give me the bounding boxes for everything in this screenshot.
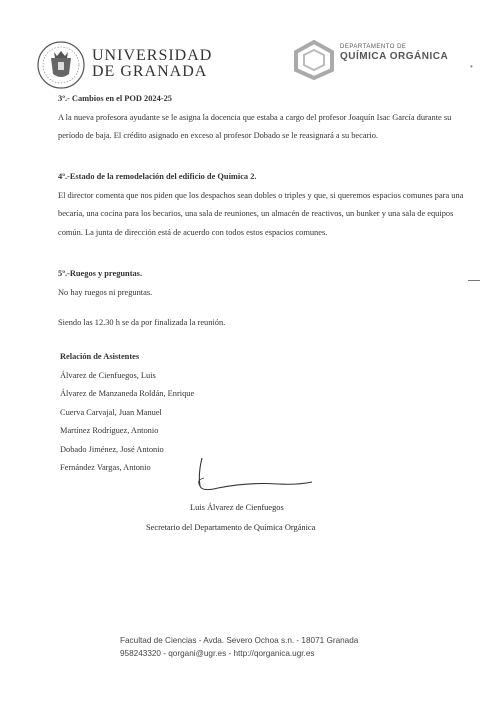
university-seal-icon [36, 40, 86, 90]
attendee-name: Dobado Jiménez, José Antonio [60, 444, 164, 454]
department-name [340, 43, 448, 63]
department-name-line2: QUÍMICA ORGÁNICA [340, 51, 449, 62]
corner-mark: • [470, 62, 473, 71]
section-text: El director comenta que nos piden que los despachos sean dobles o triples y que, si queremos espacios comunes para una becaría, una cocina para los becarios, una sala de reuniones, un almacén de reactivos, un bunker y una sala de equipos común. La junta de dirección está de acuerdo con todos estos espacios comunes. [58, 190, 464, 237]
department-logo-icon [292, 40, 336, 80]
footer-contact: 958243320 - qorgani@ugr.es - http://qorganica.ugr.es [120, 649, 315, 658]
section-heading: 3º.- Cambios en el POD 2024-25 [58, 94, 172, 103]
attendee-name: Martínez Rodríguez, Antonio [60, 426, 159, 435]
university-name-line2: DE GRANADA [92, 63, 208, 80]
section-building-remodel [58, 168, 470, 242]
university-name-line1: UNIVERSIDAD [92, 47, 213, 64]
section-pod-changes [58, 90, 470, 146]
footer-address: Facultad de Ciencias - Avda. Severo Ochoa s.n. - 18071 Granada [120, 636, 359, 645]
attendee-name: Álvarez de Manzaneda Roldán, Enrique [60, 389, 195, 398]
attendee-name: Cuerva Carvajal, Juan Manuel [60, 407, 162, 417]
attendee-name: Álvarez de Cienfuegos, Luis [60, 370, 156, 380]
signatory-name: Luis Álvarez de Cienfuegos [190, 503, 284, 512]
university-name [92, 48, 212, 80]
section-heading: 5º.-Ruegos y preguntas. [58, 269, 143, 278]
attendee-name: Fernández Vargas, Antonio [60, 463, 151, 472]
section-questions [58, 265, 470, 302]
section-text: No hay ruegos ni preguntas. [58, 287, 153, 297]
department-name-line1: DEPARTAMENTO DE [340, 44, 407, 50]
handwritten-signature [188, 452, 318, 496]
attendance-list [60, 348, 194, 478]
closing-statement: Siendo las 12.30 h se da por finalizada la reunión. [58, 318, 226, 327]
section-heading: 4º.-Estado de la remodelación del edificio de Química 2. [58, 172, 257, 181]
section-text: A la nueva profesora ayudante se le asigna la docencia que estaba a cargo del profesor Joaquín Isac García durante su período de baja. El crédito asignado en exceso al profesor Dobado se le reasignará a su becario. [58, 112, 452, 140]
signatory-role: Secretario del Departamento de Química Orgánica [146, 523, 316, 532]
attendance-heading: Relación de Asistentes [60, 352, 140, 361]
